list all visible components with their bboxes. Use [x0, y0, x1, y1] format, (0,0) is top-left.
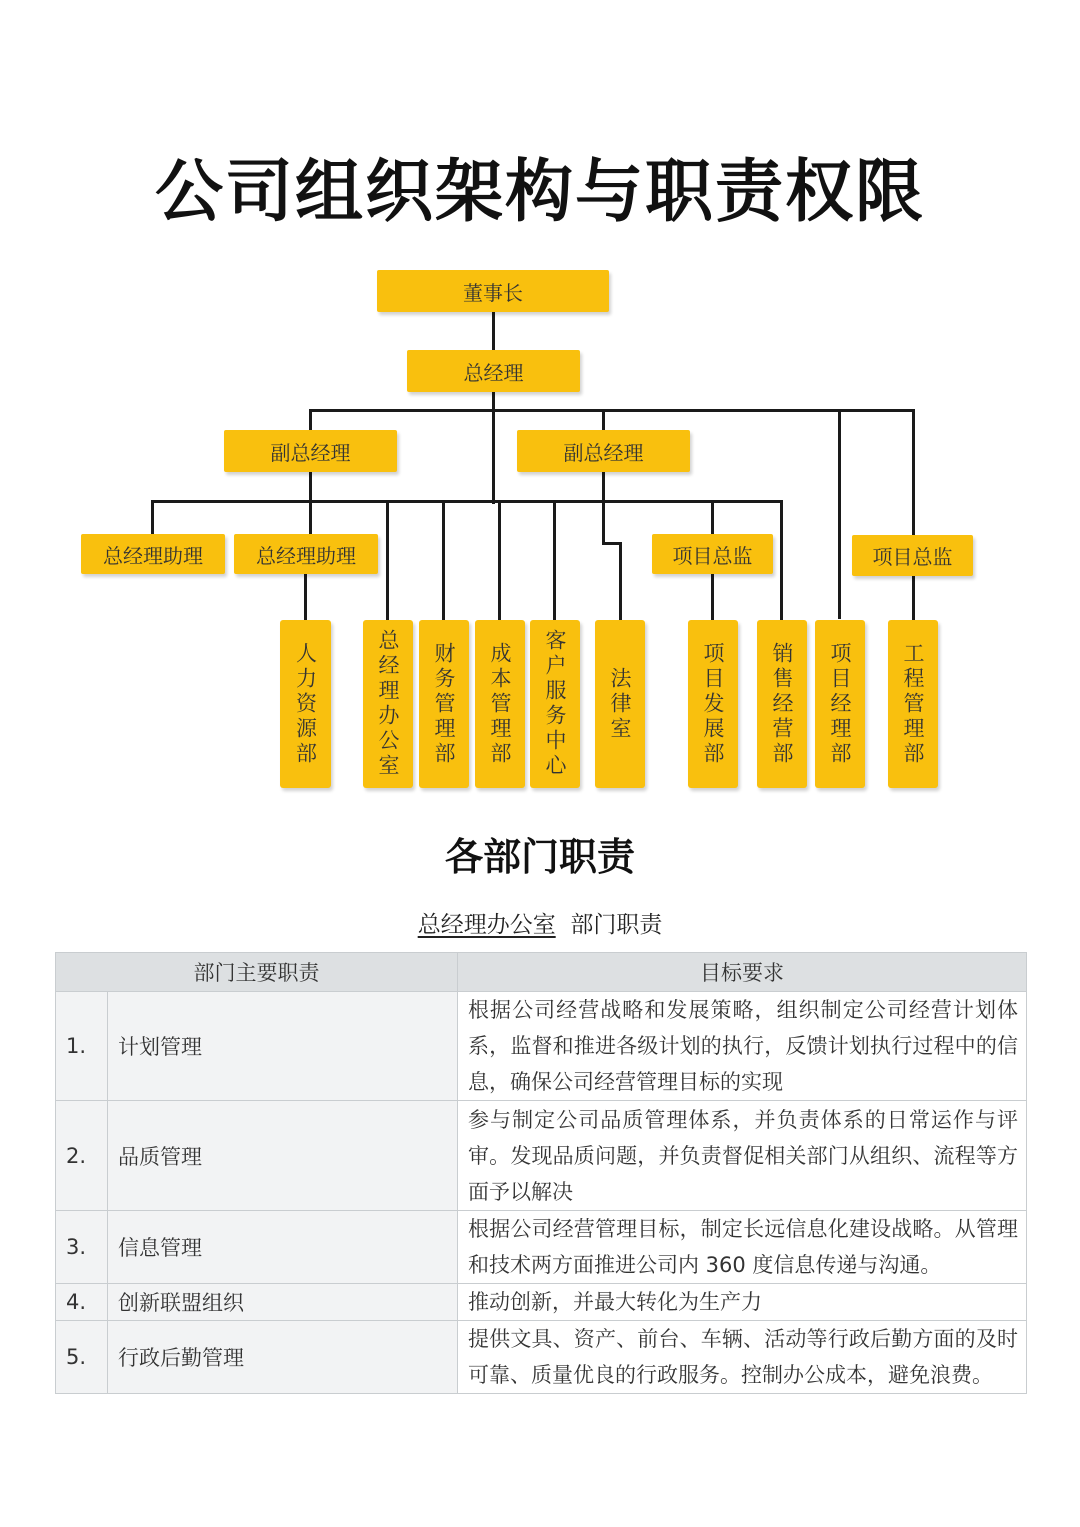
section-title: 各部门职责 [444, 834, 635, 879]
table-row [56, 1101, 1027, 1211]
duty-description: 推动创新，并最大转化为生产力 [458, 1284, 1027, 1321]
duty-name: 品质管理 [108, 1101, 458, 1211]
table-row [56, 992, 1027, 1101]
connector [498, 500, 501, 620]
gm-assistant-box-2: 总经理助理 [234, 534, 378, 574]
connector [838, 409, 841, 619]
row-number: 3. [56, 1211, 108, 1284]
dept-name: 总经理办公室 [417, 912, 556, 938]
duty-name: 创新联盟组织 [108, 1284, 458, 1321]
connector [309, 500, 312, 534]
row-number: 4. [56, 1284, 108, 1321]
gm-assistant-box-1: 总经理助理 [81, 534, 225, 574]
duty-name: 行政后勤管理 [108, 1321, 458, 1394]
connector [602, 409, 605, 430]
dept-box-finance: 财务管理部 [419, 620, 469, 788]
connector [492, 312, 495, 350]
dept-box-cost: 成本管理部 [475, 620, 525, 788]
duty-description: 参与制定公司品质管理体系，并负责体系的日常运作与评审。发现品质问题，并负责督促相关部门从组织、流程等方面予以解决 [458, 1101, 1027, 1211]
general-manager-box: 总经理 [407, 350, 580, 392]
connector [912, 576, 915, 620]
connector [602, 472, 605, 542]
table-row [56, 1321, 1027, 1394]
project-director-box-2: 项目总监 [852, 535, 973, 576]
row-number: 1. [56, 992, 108, 1101]
connector [151, 500, 154, 534]
header-main-duty: 部门主要职责 [56, 953, 458, 992]
table-row [56, 1211, 1027, 1284]
duty-table [55, 952, 1027, 1394]
row-number: 5. [56, 1321, 108, 1394]
connector [912, 409, 915, 535]
row-number: 2. [56, 1101, 108, 1211]
duty-description: 根据公司经营管理目标，制定长远信息化建设战略。从管理和技术两方面推进公司内 360 度信息传递与沟通。 [458, 1211, 1027, 1284]
dept-duty-title [0, 906, 1080, 939]
connector [304, 574, 307, 620]
connector [553, 500, 556, 620]
connector [711, 500, 714, 534]
dept-box-sales: 销售经营部 [757, 620, 807, 788]
duty-description: 提供文具、资产、前台、车辆、活动等行政后勤方面的及时可靠、质量优良的行政服务。控制办公成本，避免浪费。 [458, 1321, 1027, 1394]
page-title: 公司组织架构与职责权限 [154, 152, 925, 232]
connector [780, 500, 783, 620]
connector [309, 409, 312, 430]
project-director-box-1: 项目总监 [652, 534, 773, 574]
connector [711, 574, 714, 620]
dept-box-project-manager: 项目经理部 [815, 620, 865, 788]
connector [309, 472, 312, 502]
duty-description: 根据公司经营战略和发展策略，组织制定公司经营计划体系，监督和推进各级计划的执行，反馈计划执行过程中的信息，确保公司经营管理目标的实现 [458, 992, 1027, 1101]
dept-box-hr: 人力资源部 [280, 620, 331, 788]
table-row [56, 1284, 1027, 1321]
dept-duty-suffix: 部门职责 [570, 912, 663, 938]
duty-name: 信息管理 [108, 1211, 458, 1284]
duty-name: 计划管理 [108, 992, 458, 1101]
dept-box-project-dev: 项目发展部 [688, 620, 738, 788]
connector [619, 542, 622, 620]
connector [151, 500, 783, 503]
table-header-row [56, 953, 1027, 992]
chairman-box: 董事长 [377, 270, 609, 312]
dept-box-engineering: 工程管理部 [888, 620, 938, 788]
connector [386, 500, 389, 620]
connector [442, 500, 445, 620]
connector [309, 409, 915, 412]
vice-general-manager-box-2: 副总经理 [517, 430, 690, 472]
dept-box-customer-service: 客户服务中心 [530, 620, 580, 788]
dept-box-legal: 法律室 [595, 620, 645, 788]
vice-general-manager-box-1: 副总经理 [224, 430, 397, 472]
header-target: 目标要求 [458, 953, 1027, 992]
dept-box-gm-office: 总经理办公室 [363, 620, 413, 788]
